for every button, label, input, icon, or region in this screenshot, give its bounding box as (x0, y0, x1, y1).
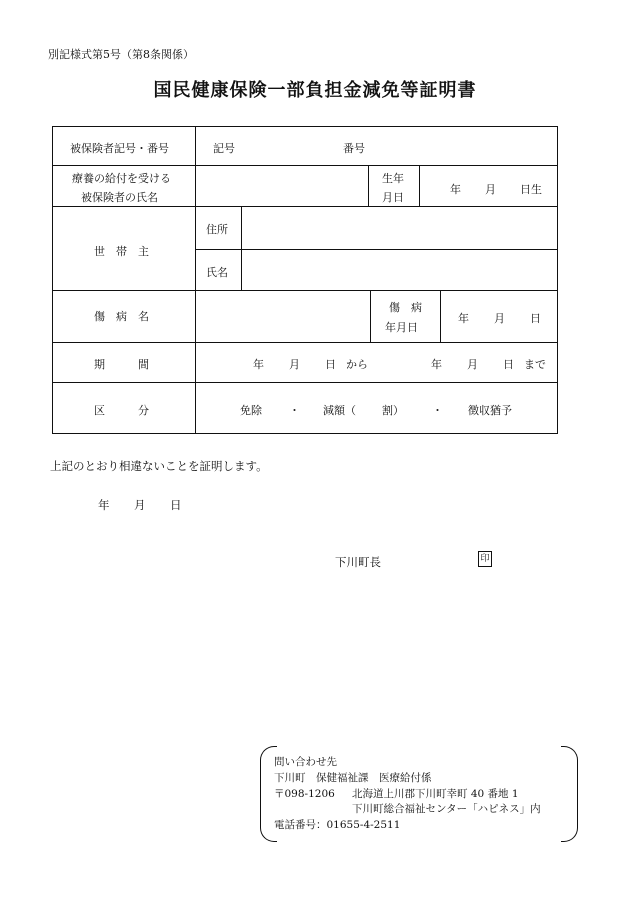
seal-mark: 印 (478, 551, 492, 567)
onset-day: 日 (530, 312, 541, 325)
birth-label-line2: 月日 (382, 191, 404, 204)
document-title: 国民健康保険一部負担金減免等証明書 (153, 80, 477, 101)
period-from-day: 日 (325, 358, 336, 371)
recipient-label-line1: 療養の給付を受ける (72, 172, 171, 185)
disease-name-label: 傷 病 名 (94, 310, 149, 323)
birth-day: 日生 (520, 183, 542, 196)
contact-box (260, 746, 578, 840)
birth-month: 月 (485, 183, 496, 196)
contact-address-line1: 北海道上川郡下川町幸町 40 番地 1 (352, 788, 519, 800)
kigo-label: 記号 (213, 142, 235, 155)
certificate-table (0, 0, 630, 440)
form-code: 別記様式第5号（第8条関係） (48, 48, 194, 61)
insured-id-label: 被保険者記号・番号 (70, 142, 169, 155)
period-from-text: から (346, 358, 368, 371)
name-label: 氏名 (206, 266, 228, 279)
onset-year: 年 (458, 312, 469, 325)
option-reduce-ratio: 割） (382, 404, 404, 417)
option-defer: 徴収猶予 (468, 404, 512, 417)
option-separator-1: ・ (289, 404, 300, 417)
birth-year: 年 (450, 183, 461, 196)
contact-department: 下川町 保健福祉課 医療給付係 (274, 772, 432, 784)
onset-month: 月 (494, 312, 505, 325)
date-year: 年 (98, 498, 110, 512)
household-head-label: 世 帯 主 (94, 245, 149, 258)
onset-label-line1: 傷 病 (389, 301, 422, 314)
bango-label: 番号 (343, 142, 365, 155)
certification-statement: 上記のとおり相違ないことを証明します。 (50, 459, 268, 473)
contact-heading: 問い合わせ先 (274, 756, 337, 768)
period-to-month: 月 (467, 358, 478, 371)
period-from-year: 年 (253, 358, 264, 371)
period-from-month: 月 (289, 358, 300, 371)
birth-label-line1: 生年 (382, 172, 404, 185)
option-reduce: 減額（ (323, 404, 356, 417)
period-to-day: 日 (503, 358, 514, 371)
category-label: 区 分 (94, 404, 149, 417)
period-to-year: 年 (431, 358, 442, 371)
contact-address-line2: 下川町総合福祉センター「ハピネス」内 (352, 803, 541, 815)
period-label: 期 間 (94, 358, 149, 371)
period-to-text: まで (524, 358, 546, 371)
date-month: 月 (134, 498, 146, 512)
mayor-title: 下川町長 (335, 555, 381, 569)
contact-phone: 電話番号：01655-4-2511 (274, 819, 401, 831)
contact-bracket-right (561, 746, 578, 842)
option-exempt: 免除 (240, 404, 262, 417)
onset-label-line2: 年月日 (385, 321, 418, 334)
option-separator-2: ・ (432, 404, 443, 417)
date-day: 日 (170, 498, 182, 512)
recipient-label-line2: 被保険者の氏名 (81, 191, 158, 204)
address-label: 住所 (206, 223, 228, 236)
contact-postal: 〒098-1206 (274, 788, 335, 800)
